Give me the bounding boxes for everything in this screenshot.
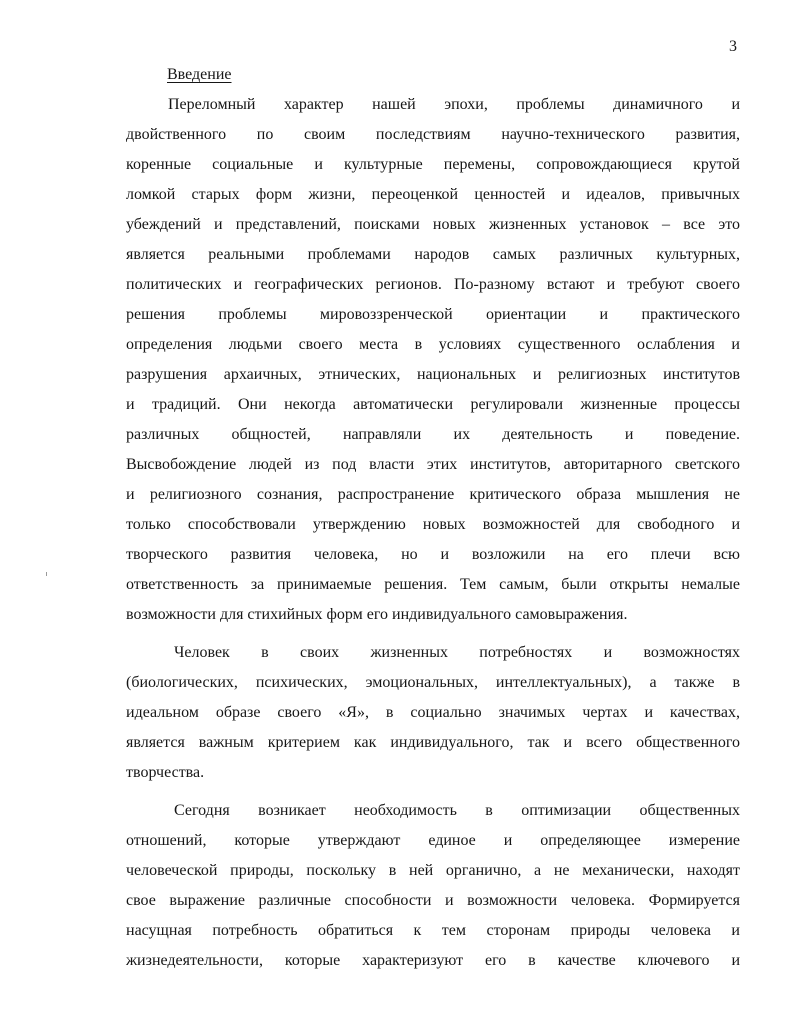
text-line: Человек в своих жизненных потребностях и возможностях: [174, 644, 740, 661]
text-line: является реальными проблемами народов самых различных культурных,: [126, 246, 740, 263]
text-line: Переломный характер нашей эпохи, проблемы динамичного и: [168, 96, 740, 113]
paragraph-3: [126, 796, 740, 976]
text-line: жизнедеятельности, которые характеризуют его в качестве ключевого и: [126, 952, 740, 969]
text-line: только способствовали утверждению новых возможностей для свободного и: [126, 516, 740, 533]
text-line: коренные социальные и культурные перемены, сопровождающиеся крутой: [126, 156, 740, 173]
text-line: разрушения архаичных, этнических, национальных и религиозных институтов: [126, 366, 740, 383]
text-line: (биологических, психических, эмоциональных, интеллектуальных), а также в: [126, 674, 740, 691]
section-heading: Введение: [167, 66, 232, 83]
text-line: убеждений и представлений, поисками новых жизненных установок – все это: [126, 216, 740, 233]
text-line: творчества.: [126, 764, 205, 781]
text-line: ответственность за принимаемые решения. Тем самым, были открыты немалые: [126, 576, 740, 593]
text-line: ломкой старых форм жизни, переоценкой ценностей и идеалов, привычных: [126, 186, 740, 203]
scan-margin-mark: [46, 572, 47, 576]
text-line: свое выражение различные способности и возможности человека. Формируется: [126, 892, 740, 909]
paragraph-1: [126, 90, 740, 630]
text-line: двойственного по своим последствиям научно-технического развития,: [126, 126, 740, 143]
text-line: является важным критерием как индивидуального, так и всего общественного: [126, 734, 740, 751]
body-text: [126, 90, 740, 976]
text-line: Сегодня возникает необходимость в оптимизации общественных: [174, 802, 740, 819]
text-line: отношений, которые утверждают единое и определяющее измерение: [126, 832, 740, 849]
paragraph-2: [126, 638, 740, 788]
text-line: насущная потребность обратиться к тем сторонам природы человека и: [126, 922, 740, 939]
text-line: различных общностей, направляли их деятельность и поведение.: [126, 426, 740, 443]
text-line: решения проблемы мировоззренческой ориентации и практического: [126, 306, 740, 323]
text-line: человеческой природы, поскольку в ней органично, а не механически, находят: [126, 862, 740, 879]
text-line: определения людьми своего места в условиях существенного ослабления и: [126, 336, 740, 353]
page-number: 3: [729, 38, 737, 55]
text-line: и традиций. Они некогда автоматически регулировали жизненные процессы: [126, 396, 740, 413]
text-line: и религиозного сознания, распространение критического образа мышления не: [126, 486, 740, 503]
text-line: возможности для стихийных форм его индивидуального самовыражения.: [126, 606, 628, 623]
text-line: идеальном образе своего «Я», в социально значимых чертах и качествах,: [126, 704, 740, 721]
text-line: творческого развития человека, но и возложили на его плечи всю: [126, 546, 740, 563]
text-line: Высвобождение людей из под власти этих институтов, авторитарного светского: [126, 456, 740, 473]
text-line: политических и географических регионов. По-разному встают и требуют своего: [126, 276, 740, 293]
